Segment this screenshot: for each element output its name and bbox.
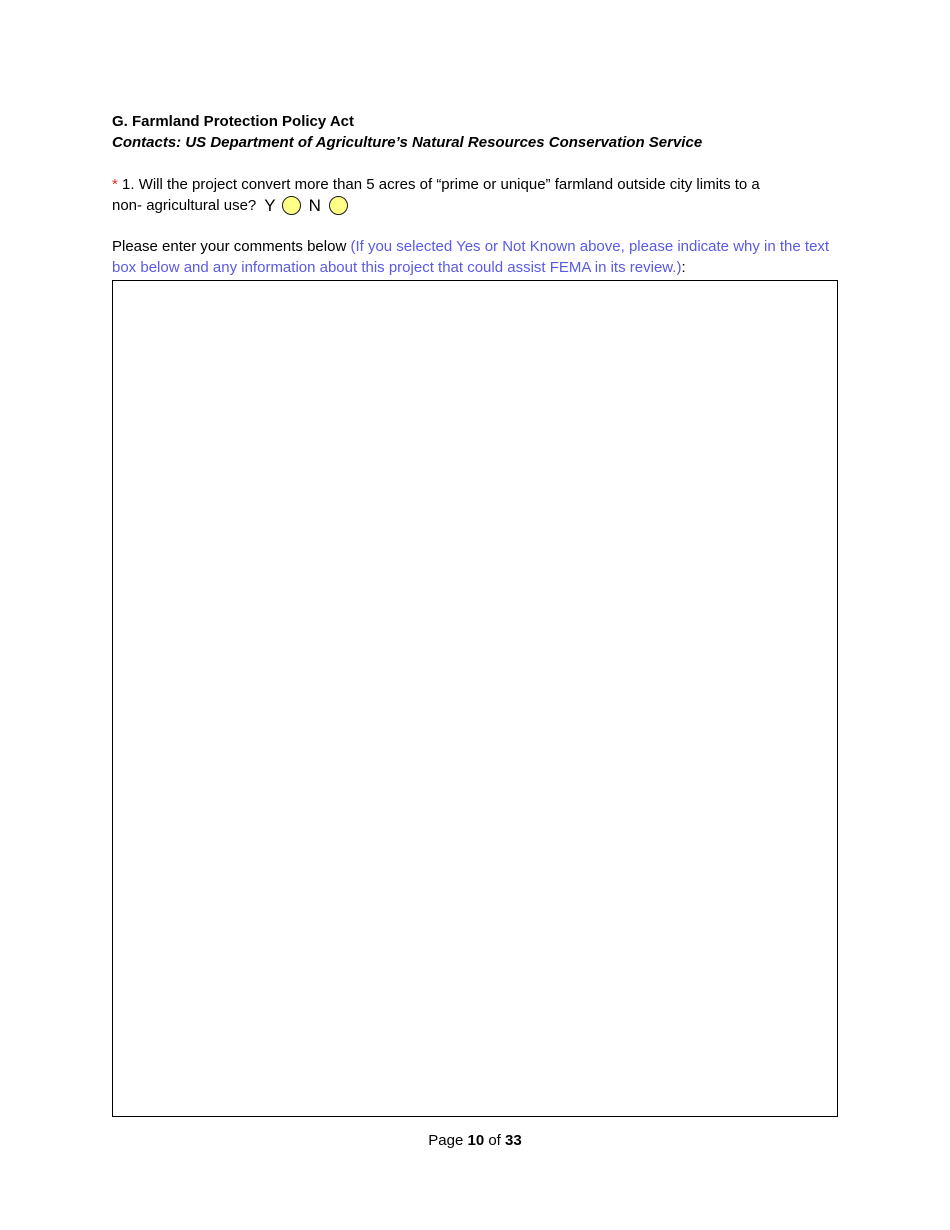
- section-title: G. Farmland Protection Policy Act: [112, 113, 354, 130]
- question-text-line-2: non- agricultural use?: [112, 197, 257, 214]
- question-line-2: [112, 195, 842, 216]
- page-footer: [0, 1131, 950, 1151]
- question-text-line-1: 1. Will the project convert more than 5 acres of “prime or unique” farmland outside city limits to a: [117, 176, 760, 193]
- radio-yes[interactable]: [282, 196, 301, 215]
- question-1: [112, 174, 842, 216]
- option-yes-label: Y: [264, 196, 276, 215]
- page-number: 10: [467, 1132, 485, 1149]
- page-total: 33: [505, 1132, 522, 1149]
- required-marker: *: [112, 176, 118, 193]
- comments-prompt-text: Please enter your comments below: [112, 238, 351, 255]
- comments-hint: (If you selected Yes or Not Known above, please indicate why in the text box below and any information about this project that could assist FEMA in its review.): [112, 238, 830, 276]
- radio-no[interactable]: [329, 196, 348, 215]
- option-no-label: N: [308, 196, 321, 215]
- comments-text-box[interactable]: [112, 280, 838, 1117]
- page-label: Page: [428, 1132, 468, 1149]
- page-of-label: of: [484, 1132, 506, 1149]
- comments-prompt: [112, 236, 842, 278]
- contacts-line: Contacts: US Department of Agriculture’s Natural Resources Conservation Service: [112, 134, 703, 151]
- comments-prompt-suffix: :: [681, 259, 686, 276]
- question-line-1: [112, 174, 842, 195]
